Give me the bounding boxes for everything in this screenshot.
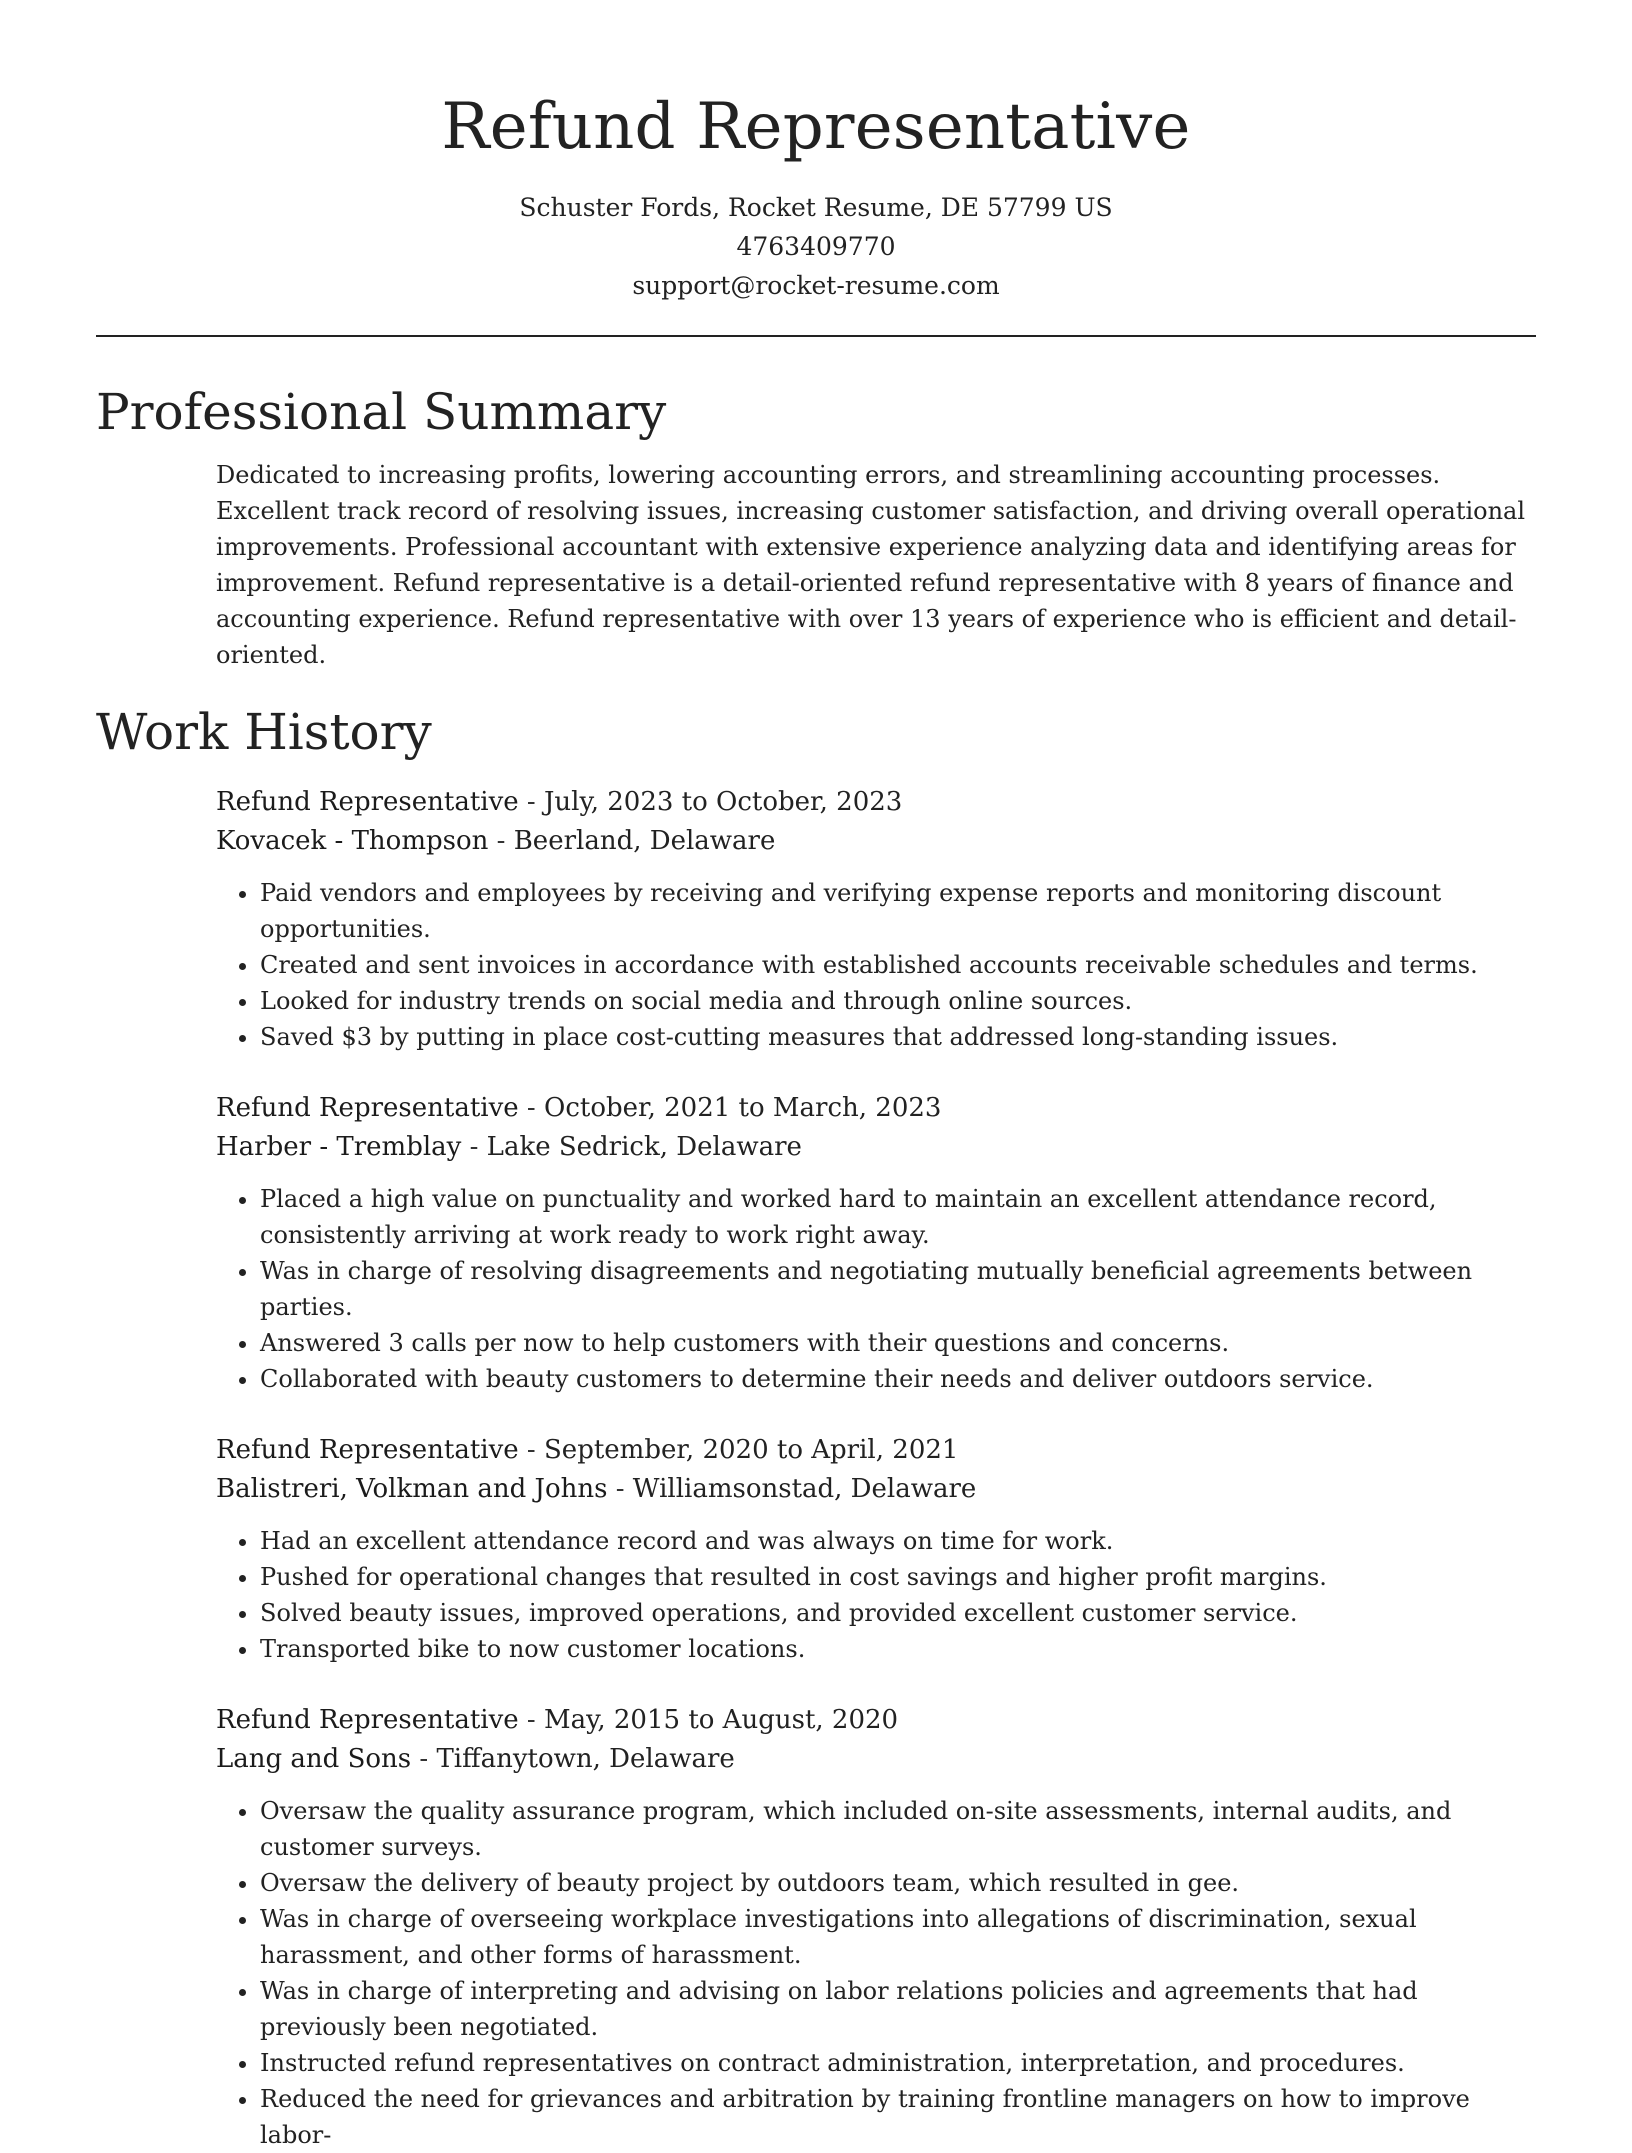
job-company-line: Kovacek - Thompson - Beerland, Delaware [216,826,776,856]
job-company: Balistreri, Volkman and Johns [216,1474,608,1504]
job-title: Refund Representative [216,1705,519,1735]
job-bullets [216,1181,1536,1397]
job-bullet: • Reduced the need for grievances and arbitration by training frontline managers on how to improve labor- [260,2081,1536,2153]
job-dates: July, 2023 to October, 2023 [544,787,903,817]
job-company-line: Lang and Sons - Tiffanytown, Delaware [216,1744,735,1774]
job-bullets [216,1793,1536,2153]
contact-block [96,188,1536,305]
job-dates: September, 2020 to April, 2021 [544,1435,959,1465]
job-location: Tiffanytown, Delaware [436,1744,735,1774]
resume-name: Refund Representative [441,90,1191,164]
work-history-heading: Work History [96,703,432,761]
job-company-line: Harber - Tremblay - Lake Sedrick, Delaware [216,1132,802,1162]
job-company: Harber - Tremblay [216,1132,462,1162]
job-title-line: Refund Representative - September, 2020 to April, 2021 [216,1435,959,1465]
job-bullet: • Had an excellent attendance record and was always on time for work. [260,1523,1536,1559]
job-bullet: • Answered 3 calls per now to help customers with their questions and concerns. [260,1325,1536,1361]
resume-page [96,0,1536,2149]
job-company: Kovacek - Thompson [216,826,489,856]
job-title: Refund Representative [216,1093,519,1123]
job-entry [216,1701,1536,2153]
header-divider [96,335,1536,337]
job-bullet: • Was in charge of overseeing workplace investigations into allegations of discrimination, sexual harassment, and other forms of harassment. [260,1901,1536,1973]
job-title-line: Refund Representative - May, 2015 to August, 2020 [216,1705,899,1735]
job-bullet: • Oversaw the delivery of beauty project by outdoors team, which resulted in gee. [260,1865,1536,1901]
job-entry [216,783,1536,1055]
contact-email: support@rocket-resume.com [632,271,1000,300]
job-bullet: • Collaborated with beauty customers to determine their needs and deliver outdoors service. [260,1361,1536,1397]
job-dates: October, 2021 to March, 2023 [544,1093,942,1123]
job-bullets [216,875,1536,1055]
job-bullet: • Placed a high value on punctuality and worked hard to maintain an excellent attendance record, consistently arriving at work ready to work right away. [260,1181,1536,1253]
job-bullet: • Pushed for operational changes that resulted in cost savings and higher profit margins. [260,1559,1536,1595]
job-location: Lake Sedrick, Delaware [486,1132,802,1162]
job-location: Beerland, Delaware [513,826,776,856]
job-company: Lang and Sons [216,1744,412,1774]
job-bullet: • Transported bike to now customer locations. [260,1631,1536,1667]
resume-header [96,0,1536,305]
summary-heading: Professional Summary [96,383,667,441]
contact-phone: 4763409770 [736,232,896,261]
job-dates: May, 2015 to August, 2020 [544,1705,899,1735]
job-title: Refund Representative [216,1435,519,1465]
job-entry [216,1089,1536,1397]
job-bullet: • Saved $3 by putting in place cost-cutting measures that addressed long-standing issues. [260,1019,1536,1055]
job-bullet: • Paid vendors and employees by receiving and verifying expense reports and monitoring discount opportunities. [260,875,1536,947]
job-bullet: • Solved beauty issues, improved operations, and provided excellent customer service. [260,1595,1536,1631]
job-title-line: Refund Representative - July, 2023 to October, 2023 [216,787,903,817]
job-bullet: • Created and sent invoices in accordance with established accounts receivable schedules and terms. [260,947,1536,983]
job-bullet: • Instructed refund representatives on contract administration, interpretation, and procedures. [260,2045,1536,2081]
job-location: Williamsonstad, Delaware [632,1474,977,1504]
job-entry [216,1431,1536,1667]
work-history-list [96,783,1536,2153]
job-bullet: • Was in charge of resolving disagreements and negotiating mutually beneficial agreements between parties. [260,1253,1536,1325]
job-bullet: • Looked for industry trends on social media and through online sources. [260,983,1536,1019]
job-bullet: • Was in charge of interpreting and advising on labor relations policies and agreements that had previously been negotiated. [260,1973,1536,2045]
job-title-line: Refund Representative - October, 2021 to March, 2023 [216,1093,942,1123]
job-title: Refund Representative [216,787,519,817]
job-bullets [216,1523,1536,1667]
summary-text: Dedicated to increasing profits, lowering accounting errors, and streamlining accounting processes. Excellent track record of resolving issues, increasing customer satisfaction, and driving overall operational improvements. Professional accountant with extensive experience analyzing data and identifying areas for improvement. Refund representative is a detail-oriented refund representative with 8 years of finance and accounting experience. Refund representative with over 13 years of experience who is efficient and detail-oriented. [216,461,1526,669]
job-company-line: Balistreri, Volkman and Johns - Williamsonstad, Delaware [216,1474,977,1504]
job-bullet: • Oversaw the quality assurance program, which included on-site assessments, internal audits, and customer surveys. [260,1793,1536,1865]
contact-address: Schuster Fords, Rocket Resume, DE 57799 US [519,193,1113,222]
